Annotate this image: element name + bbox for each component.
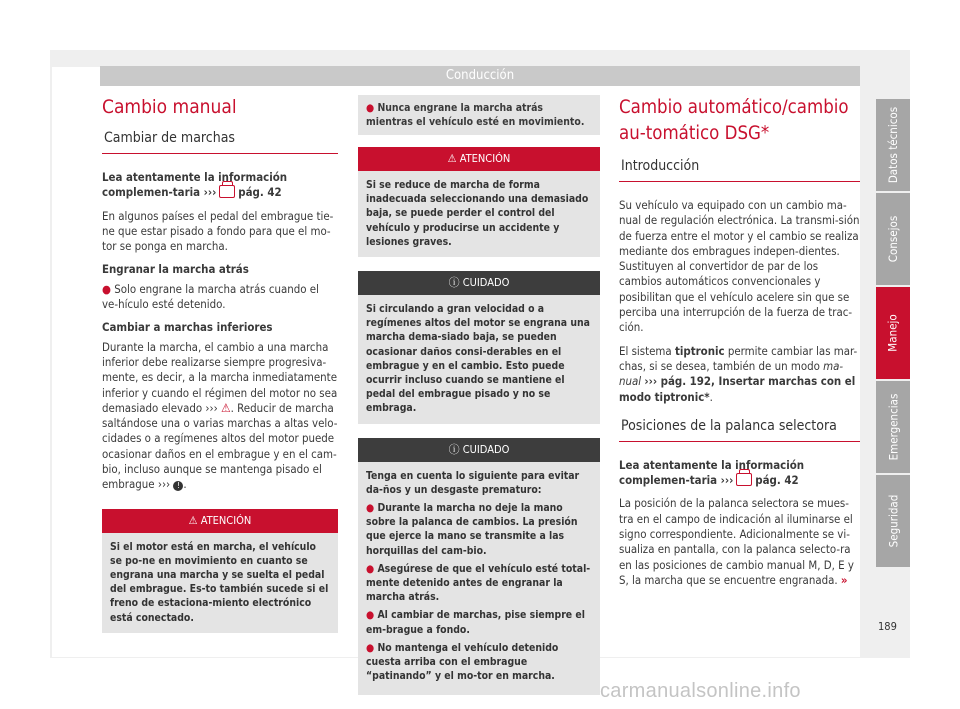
caution-header: ⓘ CUIDADO [358,438,600,462]
warning-icon: ⚠ [220,400,231,415]
bullet-icon: ● [366,562,375,575]
tab-emergencias[interactable]: Emergencias [876,381,910,473]
paragraph: La posición de la palanca selectora se mues-tra en el campo de indicación al iluminarse el signo correspondiente. Adicionalmente se vi-sualiza en pantalla, con la palanca selecto-ra en las posiciones de cambio manual M, D, E y S, la marcha que se encuentre engranada. » [619,496,854,587]
tab-consejos[interactable]: Consejos [876,193,910,285]
caution-body: Si circulando a gran velocidad o a regímenes altos del motor se engrana una marcha dema-siado baja, se pueden ocasionar daños consi-derables en el embrague y en el cambio. Esto puede ocurrir incluso cuando se mantiene el pedal del embrague pisado y no se embraga. [358,295,600,424]
list-item: ● Asegúrese de que el vehículo esté total-mente detenido antes de engranar la marcha atrás. [366,562,591,604]
chapter-tabs [876,99,910,569]
caution-icon: ⓘ [448,276,460,290]
book-icon [736,473,752,486]
bullet-icon: ● [102,281,111,296]
bullet-icon: ● [366,641,375,654]
subheading: Cambiar a marchas inferiores [102,320,273,335]
caution-box [358,438,600,696]
paragraph: Durante la marcha, el cambio a una marcha inferior debe realizarse siempre progresiva-mente, es decir, a la marcha inmediatamente inferior y cuando el régimen del motor no sea demasiado elevado ››› ⚠. Reducir de marcha saltándose una o varias marchas a altas velo-cidades o a regímenes altos del motor puede ocasionar daños en el embrague y en el cam-bio, incluso aunque se mantenga pisado el embrague ››› ! . [102,339,338,492]
subheading: Engranar la marcha atrás [102,262,249,277]
section-subtitle: Introducción [619,157,860,182]
warning-icon: ⚠ [447,152,457,165]
tab-manejo[interactable]: Manejo [876,287,910,379]
caution-icon: ⓘ [448,442,460,456]
info-icon: ! [173,481,183,491]
section-title: Cambio automático/cambio au-tomático DSG* [619,97,849,144]
section-header: Conducción [100,66,860,86]
page-ref-link[interactable]: pág. 42 [755,473,799,488]
continue-arrow-icon: » [840,572,848,587]
lead-text: Lea atentamente la información complemen-taria ››› pág. 42 [102,170,288,200]
bullet-icon: ● [366,609,375,622]
warning-icon: ⚠ [188,513,198,527]
tab-datos-tecnicos[interactable]: Datos técnicos [876,99,910,191]
bullet-icon: ● [366,502,375,515]
column-right [619,95,860,596]
warning-body: Si el motor está en marcha, el vehículo se po-ne en movimiento en cuanto se engrana una marcha y se suelta el pedal del embrague. Es-to también sucede si el freno de estaciona-miento electrónico está conectado. [102,533,338,633]
page-ref-link[interactable]: ››› pág. 192, Insertar marchas con el modo tiptronic* [619,374,856,404]
column-left [102,95,338,647]
warning-box [358,147,600,257]
list-item: ● Al cambiar de marchas, pise siempre el em-brague a fondo. [366,609,585,636]
list-item: ● Solo engrane la marcha atrás cuando el ve-hículo esté detenido. [102,281,319,312]
warning-header: ⚠ ATENCIÓN [358,147,600,171]
bullet-icon: ● [366,102,375,114]
caution-intro: Tenga en cuenta lo siguiente para evitar da-ños y un desgaste prematuro: [366,469,580,496]
tab-seguridad[interactable]: Seguridad [876,475,910,567]
watermark: carmanualsonline.info [600,680,801,702]
list-item: ● No mantenga el vehículo detenido cuesta arriba con el embrague “patinando” y el mo-tor en marcha. [366,641,559,683]
caution-box [358,271,600,424]
paragraph: En algunos países el pedal del embrague tie-ne que estar pisado a fondo para que el mo-tor se ponga en marcha. [102,208,334,254]
paragraph: Su vehículo va equipado con un cambio ma-nual de regulación electrónica. La transmi-sión de fuerza entre el motor y el cambio se realiza mediante dos embragues indepen-dientes. Sustituyen al convertidor de par de los cambios automáticos convencionales y posibilitan que el vehículo acelere sin que se perciba una interrupción de la fuerza de trac-ción. [619,198,860,335]
section-title: Cambio manual [102,96,237,118]
book-icon [219,185,235,198]
section-subtitle: Cambiar de marchas [102,129,338,154]
warning-header: ⚠ ATENCIÓN [102,509,338,533]
paragraph: El sistema tiptronic permite cambiar las mar-chas, si se desea, también de un modo ma-nual ››› pág. 192, Insertar marchas con el modo tiptronic*. [619,343,858,404]
caution-body [358,462,600,696]
note-continued: ● Nunca engrane la marcha atrás mientras el vehículo esté en movimiento. [358,95,600,135]
page-number: 189 [878,620,897,633]
section-subtitle: Posiciones de la palanca selectora [619,417,860,442]
warning-body: Si se reduce de marcha de forma inadecuada seleccionando una demasiado baja, se puede perder el control del vehículo y producirse un accidente y lesiones graves. [358,171,600,257]
list-item: ● Durante la marcha no deje la mano sobre la palanca de cambios. La presión que ejerce la mano se transmite a las horquillas del cam-bio. [366,502,578,557]
column-middle [358,95,600,709]
caution-header: ⓘ CUIDADO [358,271,600,295]
warning-box [102,509,338,633]
page-ref-link[interactable]: pág. 42 [238,185,282,200]
lead-text: Lea atentamente la información complemen-taria ››› pág. 42 [619,457,805,488]
